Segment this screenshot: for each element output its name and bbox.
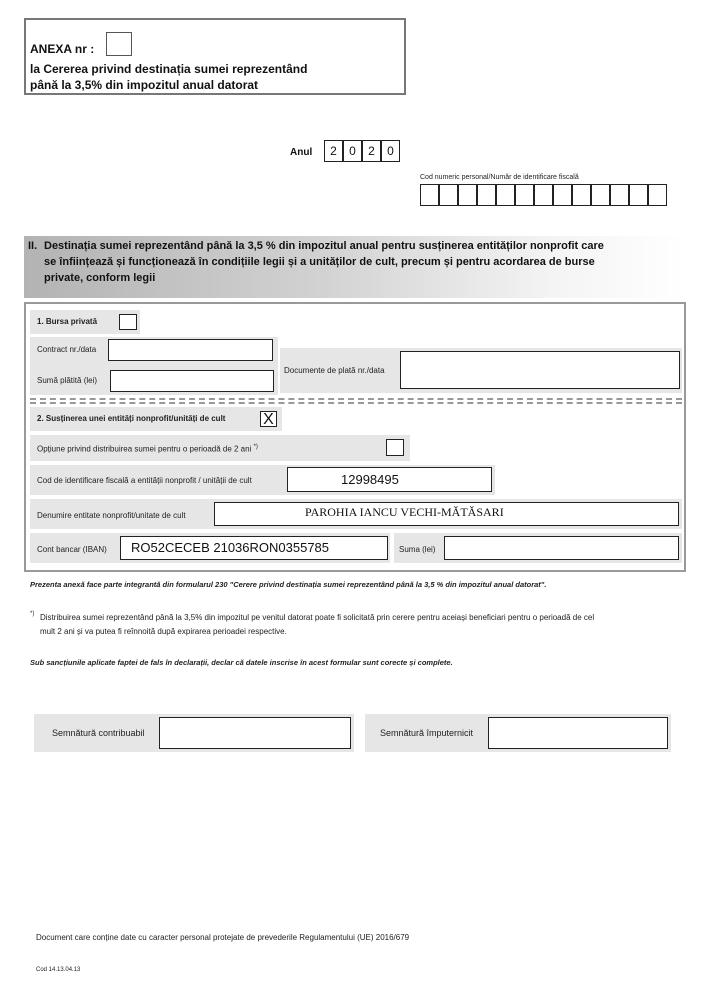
signature-contribuabil-label: Semnătură contribuabil (52, 728, 145, 738)
annex-number-field[interactable] (106, 32, 132, 56)
footnote-line1: Distribuirea sumei reprezentând până la 3,5% din impozitul pe venitul datorat poate fi solicitată prin cerere pentru aceiași beneficiari pentru o perioadă de cel (40, 613, 595, 622)
documente-input[interactable] (400, 351, 680, 389)
suma-platita-input[interactable] (110, 370, 274, 392)
cnp-digit-field[interactable] (420, 184, 439, 206)
cnp-digit-field[interactable] (515, 184, 534, 206)
section-title-line2: se înființează și funcționează în condițiile legii și a unităților de cult, precum și pentru acordarea de burse (44, 256, 595, 268)
nonprofit-title: 2. Susținerea unei entități nonprofit/unități de cult (37, 414, 226, 423)
cnp-digit-field[interactable] (439, 184, 458, 206)
section-divider (30, 402, 682, 404)
cnp-digit-field[interactable] (534, 184, 553, 206)
declaration-text: Sub sancțiunile aplicate faptei de fals în declarații, declar că datele inscrise în acest formular sunt corecte și complete. (30, 658, 453, 667)
cnp-digit-field[interactable] (572, 184, 591, 206)
year-label: Anul (290, 147, 313, 158)
year-digit-field[interactable]: 2 (324, 140, 343, 162)
annex-subtitle-line2: până la 3,5% din impozitul anual datorat (30, 78, 259, 92)
suma-input[interactable] (444, 536, 679, 560)
iban-label: Cont bancar (IBAN) (37, 545, 107, 554)
iban-value: RO52CECEB 21036RON0355785 (131, 540, 330, 555)
optiune-2ani-checkbox[interactable] (386, 439, 404, 456)
denumire-value: PAROHIA IANCU VECHI-MĂTĂSARI (305, 505, 504, 519)
section-title-line3: private, conform legii (44, 272, 156, 284)
cnp-label: Cod numeric personal/Număr de identificare fiscală (420, 174, 579, 181)
optiune-footnote-mark: *) (253, 444, 258, 450)
section-title-line1: Destinația sumei reprezentând până la 3,5 % din impozitul anual pentru susținerea entităților nonprofit care (44, 240, 604, 252)
cnp-digit-field[interactable] (458, 184, 477, 206)
footnote-line2: mult 2 ani și va putea fi reînnoită după expirarea perioadei respective. (40, 627, 287, 636)
form-code: Cod 14.13.04.13 (36, 967, 81, 973)
cnp-digit-field[interactable] (477, 184, 496, 206)
suma-label: Suma (lei) (399, 545, 436, 554)
year-digit-field[interactable]: 2 (362, 140, 381, 162)
optiune-label-text: Opțiune privind distribuirea sumei pentru o perioadă de 2 ani (37, 444, 252, 454)
documente-label: Documente de plată nr./data (284, 366, 385, 375)
cnp-digit-field[interactable] (629, 184, 648, 206)
cif-label: Cod de identificare fiscală a entității nonprofit / unității de cult (37, 476, 252, 485)
gdpr-note: Document care conține date cu caracter personal protejate de prevederile Regulamentului (UE) 2016/679 (36, 933, 410, 942)
cnp-digit-field[interactable] (648, 184, 667, 206)
cif-value: 12998495 (341, 472, 399, 487)
denumire-label: Denumire entitate nonprofit/unitate de cult (37, 511, 186, 520)
contract-label: Contract nr./data (37, 345, 97, 354)
contract-input[interactable] (108, 339, 273, 361)
signature-imputernicit-field[interactable] (488, 717, 668, 749)
year-digit-field[interactable]: 0 (343, 140, 362, 162)
bursa-title: 1. Bursa privată (37, 317, 98, 326)
nonprofit-checkbox[interactable]: X (260, 411, 277, 427)
section-divider (30, 398, 682, 400)
suma-platita-label: Sumă plătită (lei) (37, 376, 98, 385)
annex-title: ANEXA nr : (30, 42, 95, 56)
cnp-digit-field[interactable] (553, 184, 572, 206)
optiune-label (37, 444, 258, 454)
cnp-digit-field[interactable] (591, 184, 610, 206)
annex-subtitle-line1: la Cererea privind destinația sumei reprezentând (30, 62, 308, 76)
cnp-digit-field[interactable] (610, 184, 629, 206)
anexa-note: Prezenta anexă face parte integrantă din formularul 230 "Cerere privind destinația sumei reprezentând până la 3,5 % din impozitul anual datorat". (30, 580, 547, 589)
section-number: II. (28, 240, 38, 252)
footnote-mark: *) (30, 611, 35, 617)
signature-contribuabil-field[interactable] (159, 717, 351, 749)
signature-imputernicit-label: Semnătură împuternicit (380, 728, 474, 738)
cnp-digit-field[interactable] (496, 184, 515, 206)
bursa-checkbox[interactable] (119, 314, 137, 330)
year-digit-field[interactable]: 0 (381, 140, 400, 162)
